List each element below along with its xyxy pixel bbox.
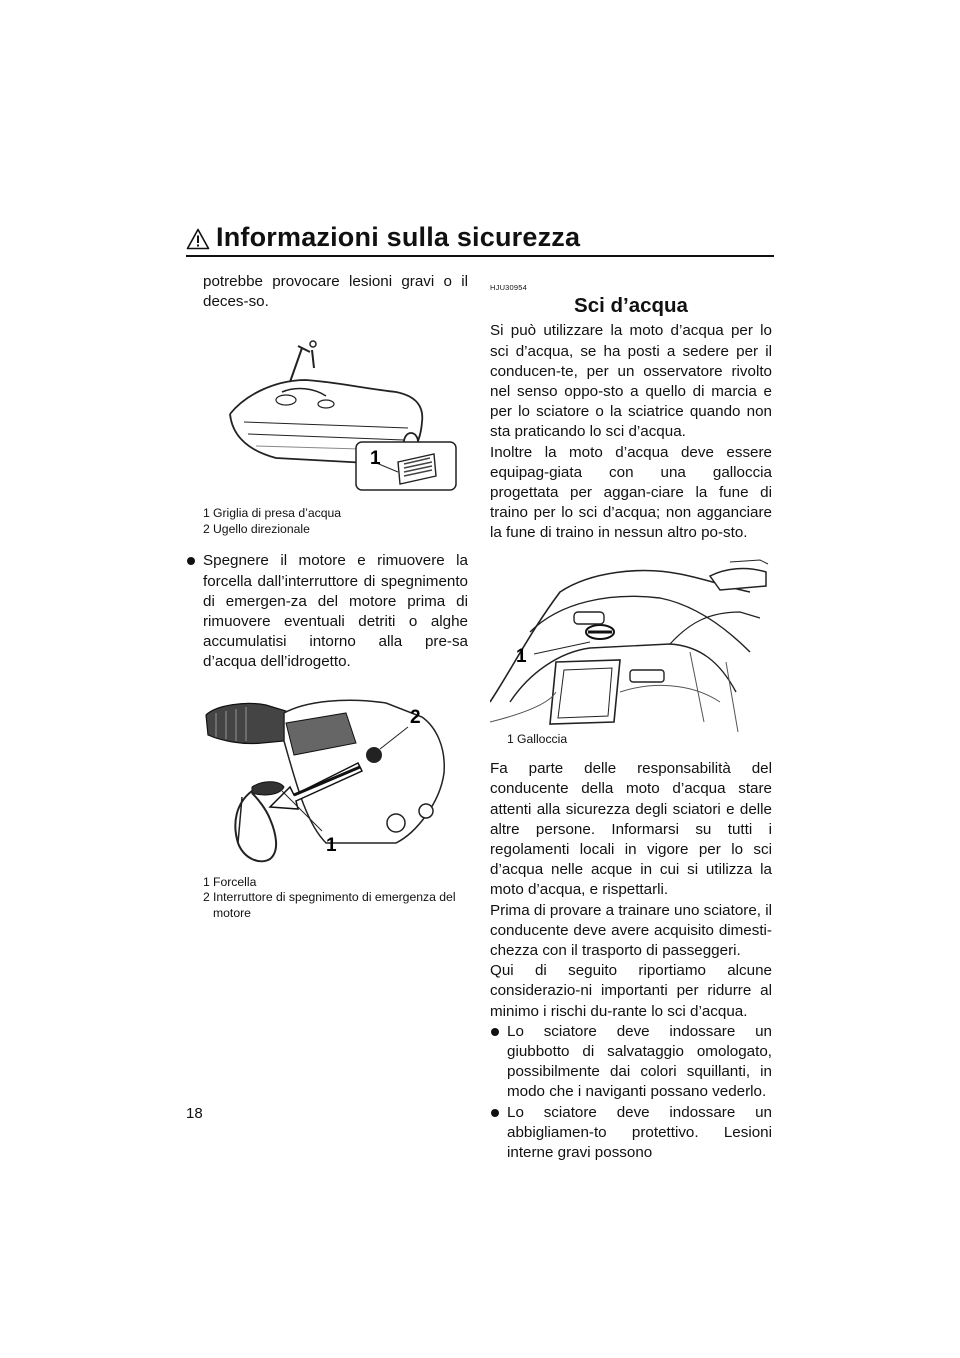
paragraph: Fa parte delle responsabilità del conducente della moto d’acqua stare attenti alla sicurezza degli sciatori e delle altre persone. Informarsi su tutti i regolamenti locali in vigore per lo sci d’acqua nelle acque in cui si utilizza la moto d’acqua, e rispettarli. bbox=[490, 760, 772, 899]
section-title: Sci d’acqua bbox=[574, 294, 688, 318]
handlebar-lanyard-illustration bbox=[186, 683, 468, 873]
caption-row: 1 Griglia di presa d’acqua bbox=[203, 506, 342, 521]
bullet-dot-icon bbox=[187, 557, 195, 565]
page-title: Informazioni sulla sicurezza bbox=[216, 222, 581, 252]
figure2-callout-2: 2 bbox=[410, 706, 421, 728]
figure1-captions bbox=[203, 506, 468, 537]
jet-ski-intake-illustration bbox=[186, 322, 468, 502]
warning-triangle-icon bbox=[186, 228, 210, 250]
caption-row: 2 Ugello direzionale bbox=[203, 521, 310, 536]
bullet-item: Lo sciatore deve indossare un abbigliamen-to protettivo. Lesioni interne gravi possono bbox=[490, 1103, 772, 1164]
caption-row: 1 Galloccia bbox=[507, 731, 568, 746]
paragraph: Inoltre la moto d’acqua deve essere equipag-giata con una galloccia progettata per aggan-ciare la fune di traino per lo sci d’acqua; non agganciare la fune di traino in nessun altro po-sto. bbox=[490, 443, 772, 542]
figure2-callout-1: 1 bbox=[326, 834, 337, 856]
left-column bbox=[186, 272, 468, 921]
figure2-captions bbox=[203, 875, 468, 922]
paragraph: Si può utilizzare la moto d’acqua per lo sci d’acqua, se ha posti a sedere per il conducen-te, per un osservatore rivolto nel senso oppo-sto a quello di marcia e per lo sciatore o la sciatrice quando non sta praticando lo sci d’acqua. bbox=[490, 322, 772, 441]
caption-row: 2 Interruttore di spegnimento di emergenza del motore bbox=[203, 890, 456, 920]
caption-row: 1 Forcella bbox=[203, 874, 257, 889]
page-number: 18 bbox=[186, 1105, 203, 1122]
right-column bbox=[490, 272, 772, 1163]
bullet-dot-icon bbox=[491, 1028, 499, 1036]
paragraph: Prima di provare a trainare uno sciatore, il conducente deve avere acquisito dimesti-chezza con il trasporto di passeggeri. bbox=[490, 901, 772, 959]
figure3-captions bbox=[507, 732, 772, 748]
bullet-dot-icon bbox=[491, 1109, 499, 1117]
figure3-callout-1: 1 bbox=[516, 645, 527, 667]
page-header bbox=[186, 222, 774, 256]
document-code: HJU30954 bbox=[490, 283, 528, 292]
tow-cleat-illustration bbox=[490, 552, 772, 742]
bullet-item: Spegnere il motore e rimuovere la forcella dall’interruttore di spegnimento di emergen-za del motore prima di rimuovere eventuali detriti o alghe accumulatisi intorno alla pre-sa d’acqua dell’idrogetto. bbox=[186, 551, 468, 672]
bullet-item: Lo sciatore deve indossare un giubbotto di salvataggio omologato, possibilmente dai colori squillanti, in modo che i naviganti possano vederlo. bbox=[490, 1022, 772, 1103]
continuation-text: potrebbe provocare lesioni gravi o il deces-so. bbox=[203, 273, 468, 311]
header-rule bbox=[186, 255, 774, 257]
paragraph: Qui di seguito riportiamo alcune considerazio-ni importanti per ridurre al minimo i rischi du-rante lo sci d’acqua. bbox=[490, 962, 772, 1020]
figure1-callout-1: 1 bbox=[370, 448, 381, 470]
